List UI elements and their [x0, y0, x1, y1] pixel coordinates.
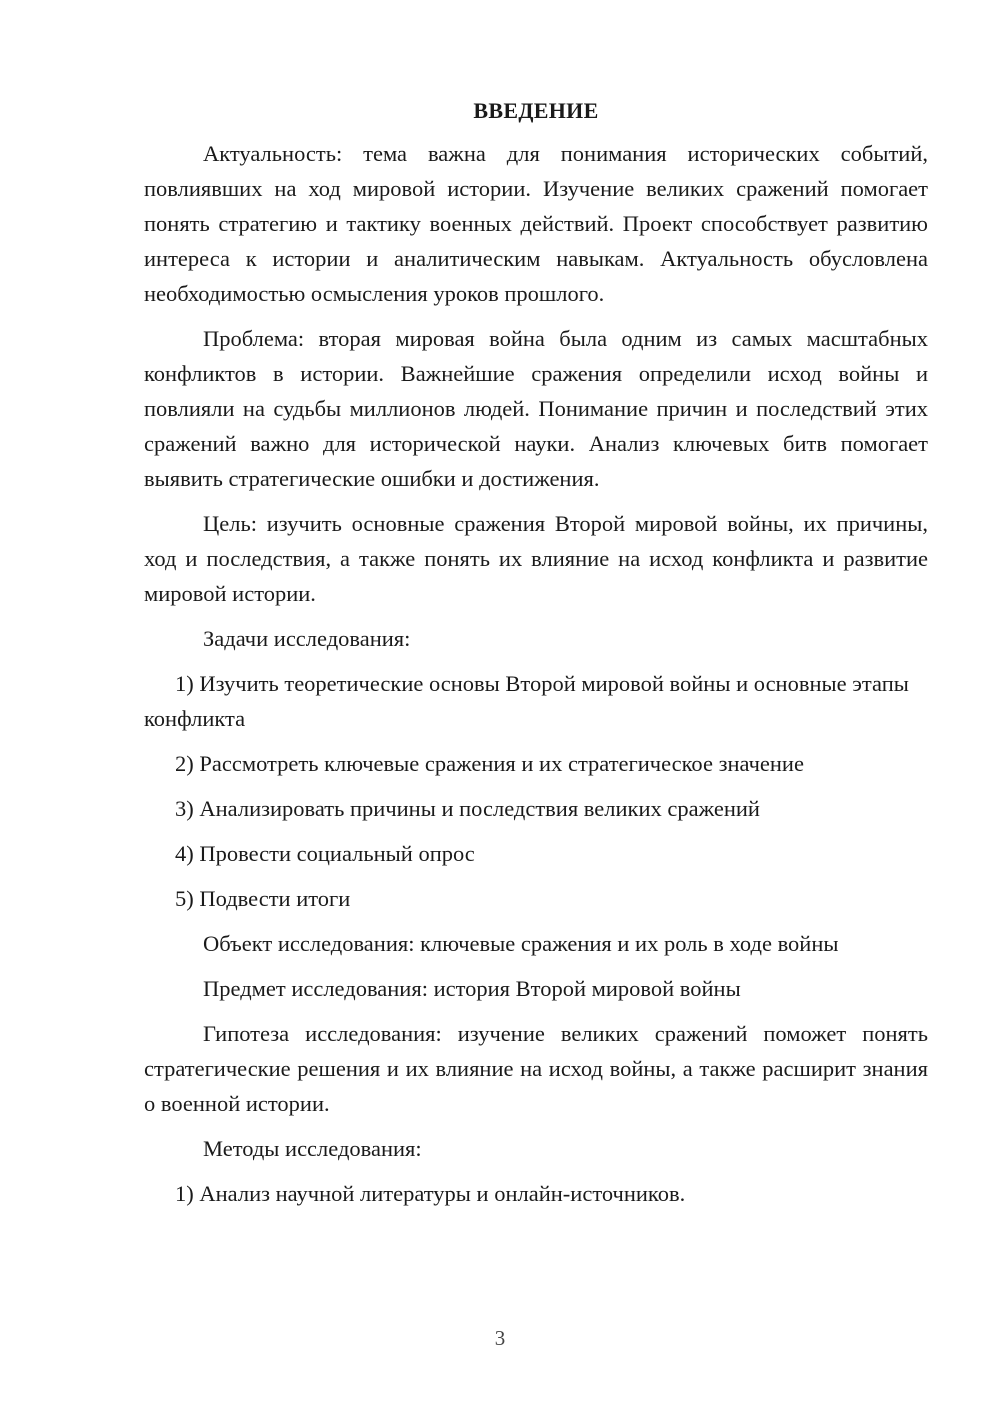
task-item: 3) Анализировать причины и последствия великих сражений	[175, 796, 760, 821]
page-number: 3	[494, 1326, 506, 1350]
problem-paragraph: Проблема: вторая мировая война была одним из самых масштабных конфликтов в истории. Важнейшие сражения определили исход войны и повлияли на судьбы миллионов людей. Понимание причин и последствий этих сражений важно для исторической науки. Анализ ключевых битв помогает выявить стратегические ошибки и достижения.	[144, 326, 928, 491]
object-line: Объект исследования: ключевые сражения и их роль в ходе войны	[203, 931, 839, 956]
task-item: 1) Изучить теоретические основы Второй мировой войны и основные этапы конфликта	[144, 671, 909, 731]
section-heading: ВВЕДЕНИЕ	[473, 98, 599, 123]
task-item: 2) Рассмотреть ключевые сражения и их стратегическое значение	[175, 751, 804, 776]
tasks-title: Задачи исследования:	[203, 626, 411, 651]
method-item: 1) Анализ научной литературы и онлайн-источников.	[175, 1181, 686, 1206]
goal-paragraph: Цель: изучить основные сражения Второй мировой войны, их причины, ход и последствия, а также понять их влияние на исход конфликта и развитие мировой истории.	[144, 511, 928, 606]
relevance-paragraph: Актуальность: тема важна для понимания исторических событий, повлиявших на ход мировой истории. Изучение великих сражений помогает понять стратегию и тактику военных действий. Проект способствует развитию интереса к истории и аналитическим навыкам. Актуальность обусловлена необходимостью осмысления уроков прошлого.	[144, 141, 928, 306]
subject-line: Предмет исследования: история Второй мировой войны	[203, 976, 741, 1001]
task-item: 4) Провести социальный опрос	[175, 841, 475, 866]
methods-title: Методы исследования:	[203, 1136, 422, 1161]
document-body	[144, 96, 928, 1221]
hypothesis-paragraph: Гипотеза исследования: изучение великих сражений поможет понять стратегические решения и их влияние на исход войны, а также расширит знания о военной истории.	[144, 1021, 928, 1116]
task-item: 5) Подвести итоги	[175, 886, 351, 911]
